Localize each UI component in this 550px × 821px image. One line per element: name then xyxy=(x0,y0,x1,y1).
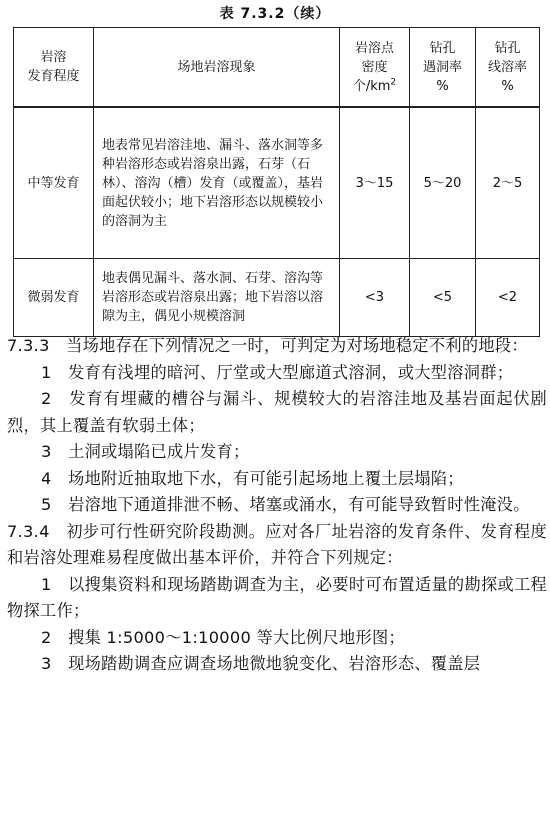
table-row-moderate xyxy=(14,107,540,259)
cell-cave-rate: 5～20 xyxy=(410,107,476,259)
header-cave-unit: % xyxy=(436,78,449,94)
header-point-density xyxy=(340,28,410,108)
cell-level: 中等发育 xyxy=(14,107,94,259)
header-density-unit-exponent: 2 xyxy=(390,77,397,88)
table-row-weak xyxy=(14,259,540,337)
section-7-3-3-item: 2 发育有埋藏的槽谷与漏斗、规模较大的岩溶洼地及基岩面起伏剧烈，其上覆盖有软弱土体； xyxy=(7,389,547,435)
header-line-line-1: 钻孔 xyxy=(494,40,521,56)
header-line-unit: % xyxy=(501,78,514,94)
header-density-line-2: 密度 xyxy=(361,59,388,75)
section-7-3-3-item: 5 岩溶地下通道排泄不畅、堵塞或涌水，有可能导致暂时性淹没。 xyxy=(41,495,530,514)
section-7-3-4-title: 7.3.4 初步可行性研究阶段勘测。应对各厂址岩溶的发育条件、发育程度和岩溶处理难易程度做出基本评价，并符合下列规定： xyxy=(7,521,547,567)
section-7-3-3-item: 4 场地附近抽取地下水，有可能引起场地上覆土层塌陷； xyxy=(41,468,464,488)
body-text xyxy=(7,333,547,678)
cell-phenomenon: 地表常见岩溶洼地、漏斗、落水洞等多种岩溶形态或岩溶泉出露，石芽（石林）、溶沟（槽）发育（或覆盖），基岩面起伏较小；地下岩溶形态以规模较小的溶洞为主 xyxy=(94,107,340,259)
section-7-3-3-item: 3 土洞或塌陷已成片发育； xyxy=(41,442,250,461)
header-cave-line-1: 钻孔 xyxy=(429,40,456,56)
header-density-unit xyxy=(344,77,405,96)
section-7-3-3-item: 1 发育有浅埋的暗河、厅堂或大型廊道式溶洞，或大型溶洞群； xyxy=(41,362,514,382)
section-7-3-4-item: 2 搜集 1:5000～1:10000 等大比例尺地形图； xyxy=(41,627,405,647)
section-7-3-3-title: 7.3.3 当场地存在下列情况之一时，可判定为对场地稳定不利的地段： xyxy=(7,336,528,355)
header-level-line-1: 岩溶 xyxy=(40,50,67,65)
cell-density: 3～15 xyxy=(340,107,410,259)
header-density-unit-base: 个/km xyxy=(352,78,391,94)
cell-phenomenon: 地表偶见漏斗、落水洞、石芽、溶沟等岩溶形态或岩溶泉出露；地下岩溶以溶隙为主，偶见小规模溶洞 xyxy=(94,259,340,337)
cell-line-rate: 2～5 xyxy=(476,107,540,259)
cell-level: 微弱发育 xyxy=(14,259,94,337)
section-7-3-4-item: 1 以搜集资料和现场踏勘调查为主，必要时可布置适量的勘探或工程物探工作； xyxy=(7,574,547,620)
table-header-row xyxy=(14,28,540,108)
header-density-line-1: 岩溶点 xyxy=(354,40,394,56)
header-line-karst-rate xyxy=(476,28,540,108)
header-cave-encounter-rate xyxy=(410,28,476,108)
header-phenomenon: 场地岩溶现象 xyxy=(94,28,340,108)
cell-line-rate: <2 xyxy=(476,259,540,337)
section-7-3-4-item: 3 现场踏勘调查应调查场地微地貌变化、岩溶形态、覆盖层 xyxy=(41,654,481,673)
header-development-level xyxy=(14,28,94,108)
header-cave-line-2: 遇洞率 xyxy=(422,59,462,75)
table-caption: 表 7.3.2（续） xyxy=(219,6,331,22)
karst-development-table xyxy=(13,27,540,337)
cell-density: <3 xyxy=(340,259,410,337)
cell-cave-rate: <5 xyxy=(410,259,476,337)
header-level-line-2: 发育程度 xyxy=(27,69,80,84)
header-line-line-2: 线溶率 xyxy=(487,59,527,75)
